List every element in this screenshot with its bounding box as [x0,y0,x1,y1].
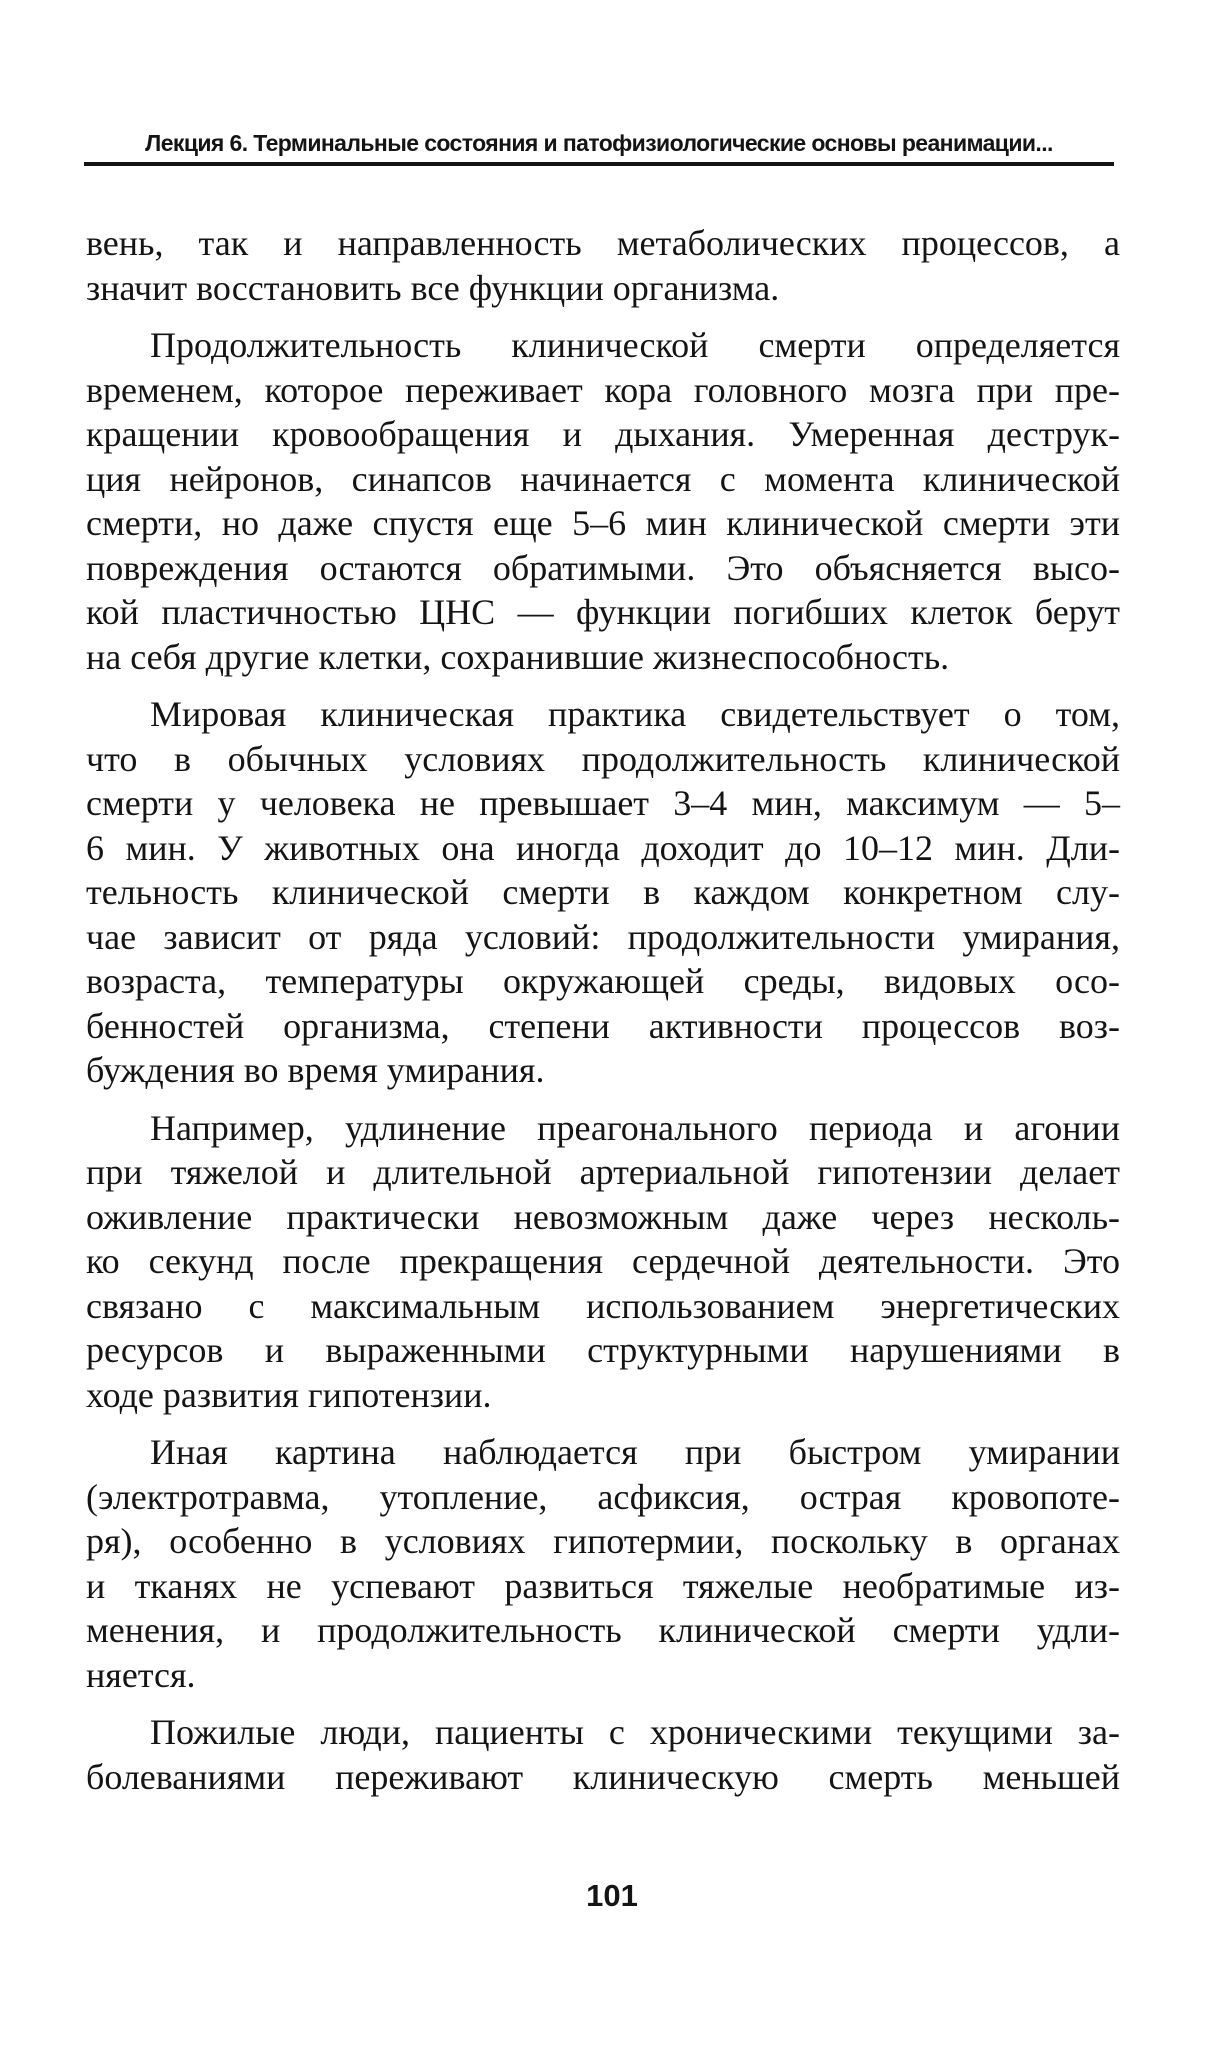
paragraph [86,692,1120,1093]
text-line: что в обычных условиях продолжительность клинической [86,738,1120,779]
text-line: (электротравма, утопление, асфиксия, острая кровопоте- [86,1476,1120,1517]
text-line: смерти, но даже спустя еще 5–6 мин клинической смерти эти [86,503,1120,543]
running-head-rule [84,162,1114,166]
text-line: чае зависит от ряда условий: продолжительности умирания, [86,916,1120,957]
text-line: при тяжелой и длительной артериальной гипотензии делает [86,1152,1120,1192]
text-line: ко секунд после прекращения сердечной деятельности. Это [86,1241,1120,1281]
text-line: Продолжительность клинической смерти определяется [150,325,1120,365]
text-line: Пожилые люди, пациенты с хроническими текущими за- [150,1712,1120,1752]
paragraph [86,221,1120,310]
running-head: Лекция 6. Терминальные состояния и патофизиологические основы реанимации... [145,130,1053,156]
paragraph [86,1430,1120,1697]
text-line: Иная картина наблюдается при быстром умирании [150,1432,1120,1472]
text-line: 6 мин. У животных она иногда доходит до 10–12 мин. Дли- [86,827,1120,868]
text-line: кращении кровообращения и дыхания. Умеренная деструк- [86,414,1120,454]
text-line: вень, так и направленность метаболических процессов, а [86,223,1120,263]
text-line: связано с максимальным использованием энергетических [86,1285,1120,1326]
text-line: ресурсов и выраженными структурными нарушениями в [86,1330,1120,1370]
paragraph [86,1106,1120,1418]
text-line: Например, удлинение преагонального периода и агонии [150,1107,1120,1148]
text-line: няется. [86,1654,196,1695]
text-line: оживление практически невозможным даже через несколь- [86,1196,1120,1237]
text-line: возраста, температуры окружающей среды, видовых осо- [86,961,1120,1001]
text-line: временем, которое переживает кора головного мозга при пре- [86,369,1120,410]
text-line: смерти у человека не превышает 3–4 мин, максимум — 5– [86,783,1120,823]
text-line: значит восстановить все функции организма. [86,267,780,308]
text-line: бенностей организма, степени активности процессов воз- [86,1005,1120,1046]
body-text [86,221,1120,1799]
text-line: болеваниями переживают клиническую смерть меньшей [86,1756,1120,1797]
text-line: кой пластичностью ЦНС — функции погибших клеток берут [86,592,1120,632]
text-line: повреждения остаются обратимыми. Это объясняется высо- [86,547,1120,588]
text-line: ция нейронов, синапсов начинается с момента клинической [86,458,1120,499]
text-line: буждения во время умирания. [86,1050,545,1090]
page-number: 101 [586,1878,638,1913]
text-line: и тканях не успевают развиться тяжелые необратимые из- [86,1565,1120,1606]
text-line: ходе развития гипотензии. [86,1374,492,1415]
text-line: Мировая клиническая практика свидетельствует о том, [150,694,1120,734]
text-line: ря), особенно в условиях гипотермии, поскольку в органах [86,1521,1120,1561]
paragraph [86,1710,1120,1799]
paragraph [86,323,1120,679]
text-line: менения, и продолжительность клинической смерти удли- [86,1610,1120,1650]
text-line: на себя другие клетки, сохранившие жизнеспособность. [86,636,950,677]
text-line: тельность клинической смерти в каждом конкретном слу- [86,872,1120,912]
